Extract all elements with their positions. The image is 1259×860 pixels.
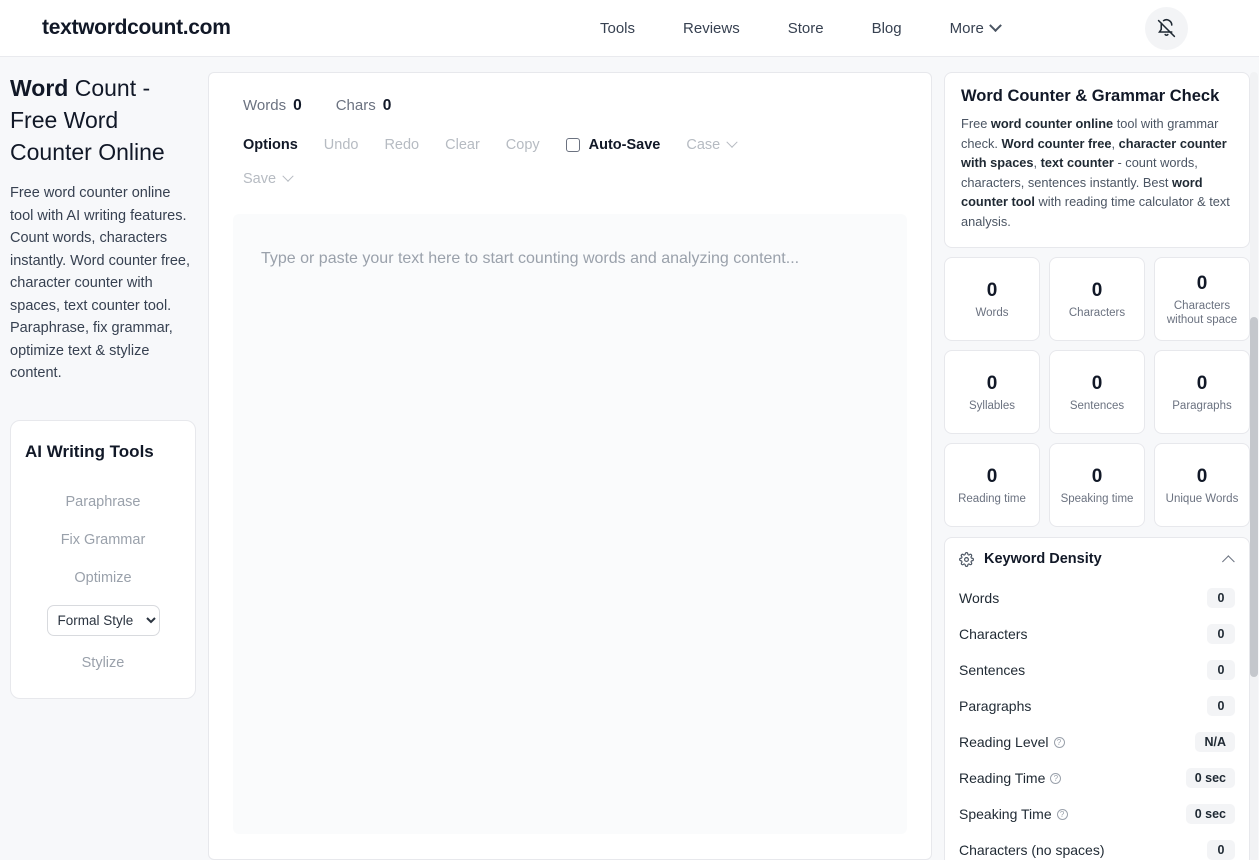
stat-label: Words — [975, 306, 1009, 319]
kd-row-value: N/A — [1195, 732, 1235, 752]
kd-row-key: Sentences — [959, 662, 1026, 678]
info-bold-2: Word counter free — [1001, 135, 1112, 151]
kd-row-characters — [945, 616, 1249, 652]
text-input-area[interactable] — [233, 214, 907, 834]
sidebar-description: Free word counter online tool with AI writing features. Count words, characters instantly. Word counter free, character counter with spaces, text counter tool. Paraphrase, fix grammar, optimize text & stylize content. — [10, 185, 190, 381]
info-bold-5: word counter tool — [961, 174, 1203, 209]
kd-row-sentences — [945, 652, 1249, 688]
keyword-density-card — [944, 537, 1250, 860]
stat-value: 0 — [1196, 272, 1208, 294]
inline-word-count-value: 0 — [293, 97, 302, 114]
kd-row-key: Characters (no spaces) — [959, 842, 1105, 858]
kd-row-value: 0 — [1207, 624, 1235, 644]
info-bold-4: text counter — [1040, 155, 1114, 170]
kd-row-key: Characters — [959, 626, 1028, 642]
kd-row-key: Paragraphs — [959, 698, 1032, 714]
stat-words — [944, 257, 1040, 341]
stat-reading-time — [944, 443, 1040, 527]
case-dropdown-label: Case — [686, 137, 721, 153]
ai-writing-tools-title: AI Writing Tools — [25, 441, 154, 461]
nav-item-blog[interactable]: Blog — [871, 20, 902, 37]
info-text-3: , — [1111, 135, 1119, 151]
info-card-title: Word Counter & Grammar Check — [961, 87, 1220, 105]
stat-sentences — [1049, 350, 1145, 434]
kd-row-value: 0 — [1207, 840, 1235, 860]
info-card — [944, 72, 1250, 248]
writing-style-select[interactable] — [47, 605, 160, 636]
kd-row-key: Words — [959, 590, 1000, 606]
inline-char-count — [336, 97, 392, 115]
inline-char-count-value: 0 — [382, 97, 392, 114]
kd-row-key-wrap — [959, 770, 1186, 786]
kd-row-reading-time — [945, 760, 1249, 796]
undo-button[interactable]: Undo — [323, 137, 359, 153]
nav-item-more-label: More — [949, 20, 984, 37]
chevron-up-icon[interactable] — [1222, 555, 1235, 568]
stat-value: 0 — [1196, 465, 1208, 487]
stat-label: Characters — [1068, 306, 1126, 319]
notifications-button[interactable] — [1145, 7, 1188, 50]
stat-label: Syllables — [968, 399, 1016, 412]
stat-value: 0 — [1091, 372, 1103, 394]
info-text-2: tool with grammar check. — [961, 116, 1219, 151]
kd-row-value: 0 sec — [1186, 804, 1235, 824]
stat-value: 0 — [986, 465, 998, 487]
inline-word-count — [243, 97, 302, 115]
auto-save-label: Auto-Save — [588, 137, 661, 153]
bell-off-icon — [1156, 18, 1177, 39]
kd-row-key: Speaking Time — [959, 806, 1052, 822]
info-icon[interactable]: ? — [1050, 773, 1061, 784]
stat-unique-words — [1154, 443, 1250, 527]
info-bold-3: character counter with spaces — [961, 135, 1227, 170]
info-icon[interactable]: ? — [1057, 809, 1068, 820]
scrollbar-thumb[interactable] — [1250, 317, 1258, 677]
nav-item-more[interactable] — [950, 20, 1000, 37]
info-text-1: Free — [961, 116, 991, 131]
keyword-density-header[interactable] — [945, 538, 1249, 580]
right-panel — [944, 72, 1250, 860]
options-button[interactable]: Options — [243, 137, 298, 153]
stat-label: Characters without space — [1166, 299, 1238, 326]
info-text-4: , — [1033, 155, 1041, 170]
kd-row-value: 0 — [1207, 696, 1235, 716]
stat-characters-without-space — [1154, 257, 1250, 341]
paraphrase-button[interactable]: Paraphrase — [25, 483, 181, 521]
primary-nav — [600, 0, 1000, 57]
optimize-button[interactable]: Optimize — [25, 559, 181, 597]
chevron-down-icon — [727, 137, 738, 148]
site-logo[interactable]: textwordcount.com — [42, 16, 231, 39]
stat-value: 0 — [986, 279, 998, 301]
page-title-rest: Count - Free Word Counter Online — [10, 75, 165, 165]
stat-label: Reading time — [958, 492, 1026, 505]
redo-button[interactable]: Redo — [384, 137, 420, 153]
nav-item-reviews[interactable]: Reviews — [683, 20, 740, 37]
save-dropdown[interactable] — [243, 171, 292, 187]
stylize-button[interactable]: Stylize — [25, 644, 181, 682]
stat-label: Speaking time — [1060, 492, 1134, 505]
stat-speaking-time — [1049, 443, 1145, 527]
inline-counts — [233, 91, 907, 115]
top-navigation-bar — [0, 0, 1259, 57]
page-title-strong: Word — [10, 75, 69, 101]
ai-writing-tools-card — [10, 420, 196, 699]
info-card-body — [961, 114, 1233, 231]
stat-value: 0 — [1091, 465, 1103, 487]
gear-icon — [959, 552, 974, 567]
left-sidebar — [6, 72, 196, 699]
page-title — [10, 72, 196, 168]
page-layout — [0, 57, 1259, 860]
nav-item-store[interactable]: Store — [787, 20, 824, 37]
editor-toolbar — [233, 115, 907, 153]
inline-word-count-label: Words — [243, 97, 287, 114]
stat-value: 0 — [986, 372, 998, 394]
nav-item-tools[interactable]: Tools — [600, 20, 636, 37]
clear-button[interactable]: Clear — [445, 137, 480, 153]
info-icon[interactable]: ? — [1054, 737, 1065, 748]
stat-label: Sentences — [1069, 399, 1125, 412]
chevron-down-icon — [282, 171, 293, 182]
kd-row-value: 0 — [1207, 588, 1235, 608]
kd-row-speaking-time — [945, 796, 1249, 832]
text-input-placeholder: Type or paste your text here to start counting words and analyzing content... — [261, 250, 800, 267]
statistics-grid — [944, 257, 1250, 527]
kd-row-reading-level — [945, 724, 1249, 760]
kd-row-key-wrap — [959, 806, 1186, 822]
kd-row-value: 0 sec — [1186, 768, 1235, 788]
stat-paragraphs — [1154, 350, 1250, 434]
stat-value: 0 — [1196, 372, 1208, 394]
stat-value: 0 — [1091, 279, 1103, 301]
kd-row-key-wrap — [959, 734, 1195, 750]
case-dropdown[interactable] — [686, 137, 736, 153]
info-text-5: - count words, characters, sentences instantly. Best — [961, 155, 1198, 190]
editor-toolbar-secondary — [233, 153, 907, 187]
stat-label: Unique Words — [1165, 492, 1239, 505]
stat-syllables — [944, 350, 1040, 434]
kd-row-characters-no-spaces — [945, 832, 1249, 860]
auto-save-toggle[interactable] — [566, 137, 661, 153]
info-text-6: with reading time calculator & text analysis. — [961, 194, 1230, 229]
kd-row-value: 0 — [1207, 660, 1235, 680]
copy-button[interactable]: Copy — [505, 137, 540, 153]
info-bold-1: word counter online — [990, 116, 1114, 131]
kd-row-key: Reading Level — [959, 734, 1049, 750]
kd-row-words — [945, 580, 1249, 616]
save-dropdown-label: Save — [243, 171, 277, 187]
editor-panel — [208, 72, 932, 860]
stat-label: Paragraphs — [1172, 399, 1232, 412]
inline-char-count-label: Chars — [335, 97, 376, 114]
chevron-down-icon — [989, 19, 1002, 32]
keyword-density-title: Keyword Density — [984, 551, 1102, 567]
kd-row-paragraphs — [945, 688, 1249, 724]
fix-grammar-button[interactable]: Fix Grammar — [25, 521, 181, 559]
auto-save-checkbox[interactable] — [566, 138, 580, 152]
kd-row-key: Reading Time — [959, 770, 1046, 786]
stat-characters — [1049, 257, 1145, 341]
page-scrollbar[interactable] — [1250, 72, 1258, 860]
